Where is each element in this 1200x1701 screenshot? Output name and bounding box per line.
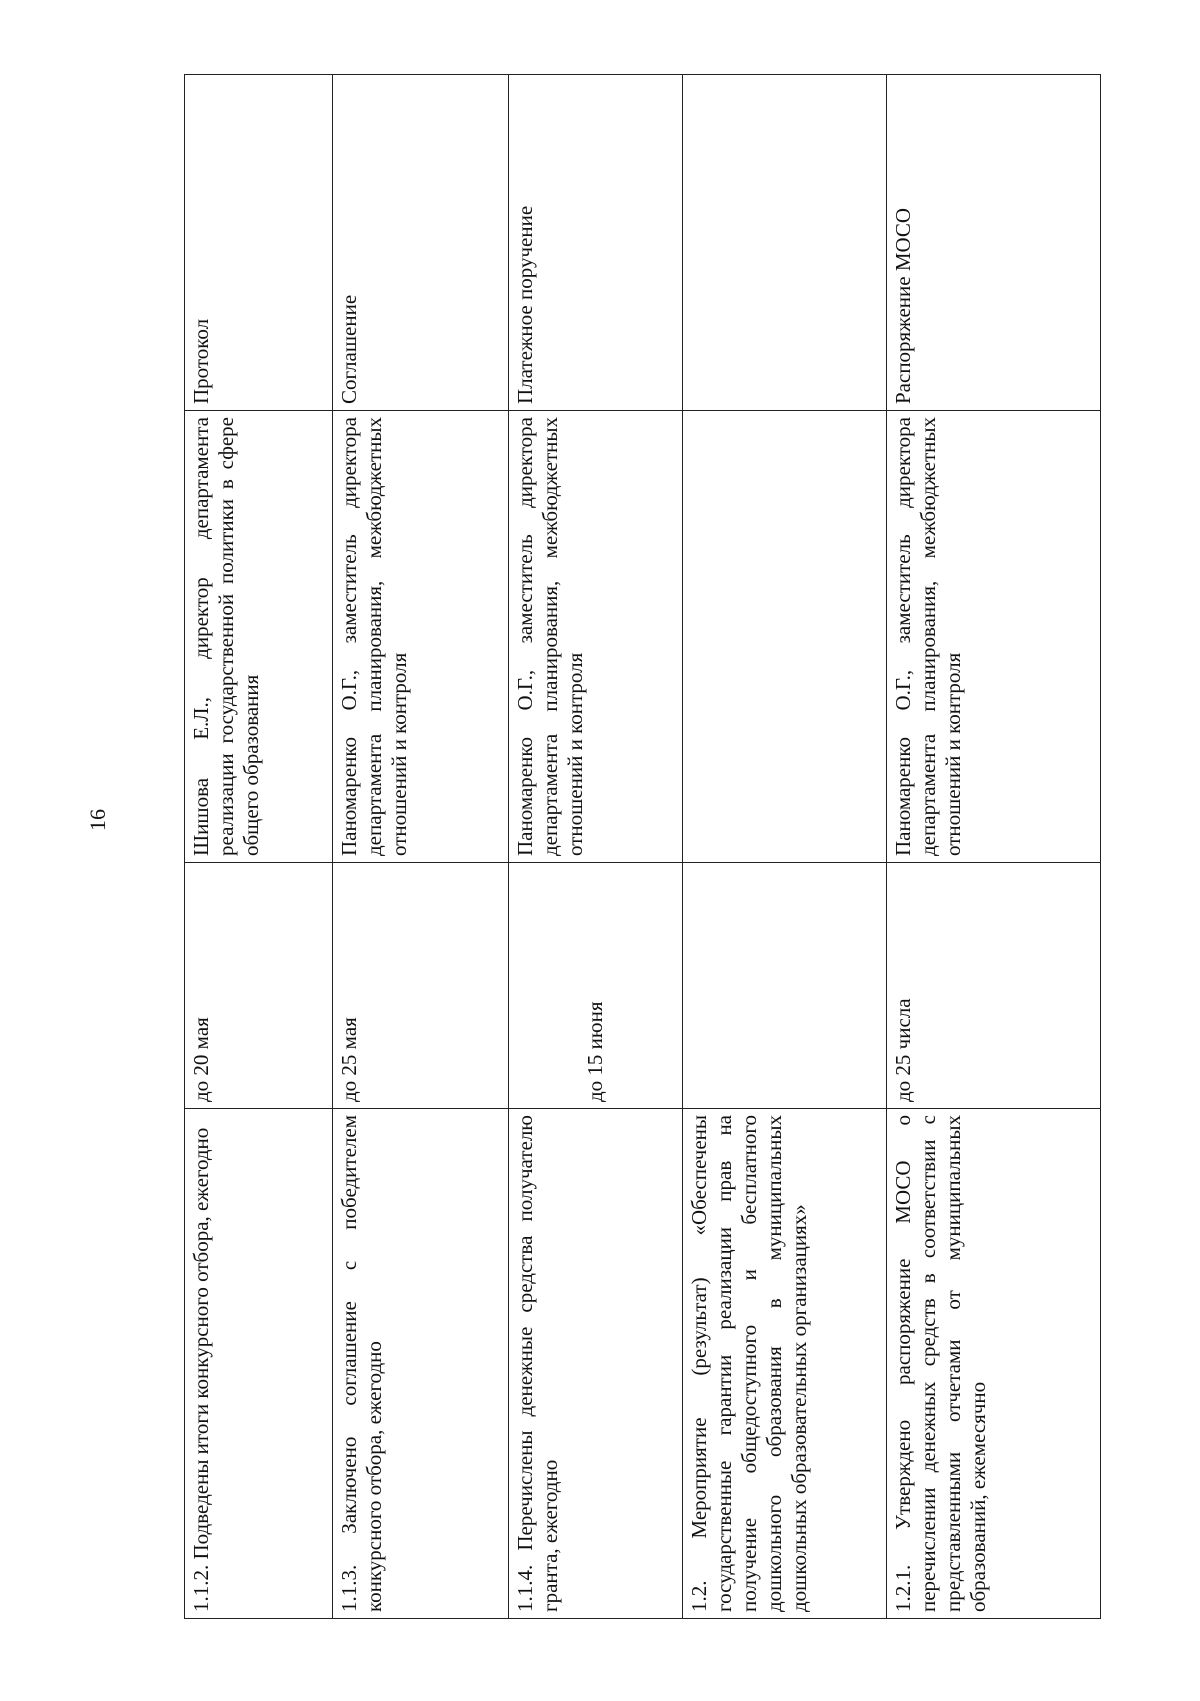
rotated-table-wrapper [184, 75, 1100, 1619]
table-row [509, 75, 683, 1619]
plan-table [184, 74, 1101, 1619]
deadline-cell: до 20 мая [185, 863, 333, 1109]
action-cell: 1.1.2. Подведены итоги конкурсного отбора, ежегодно [185, 1109, 333, 1619]
responsible-cell [683, 411, 887, 863]
table-row [185, 75, 333, 1619]
deadline-cell [683, 863, 887, 1109]
document-cell: Платежное поручение [509, 75, 683, 411]
action-cell: 1.1.3. Заключено соглашение с победителем конкурсного отбора, ежегодно [333, 1109, 509, 1619]
responsible-cell: Паномаренко О.Г., заместитель директора департамента планирования, межбюджетных отношений и контроля [509, 411, 683, 863]
action-cell: 1.2.1. Утверждено распоряжение МОСО о перечислении денежных средств в соответствии с представленными отчетами от муниципальных образований, ежемесячно [887, 1109, 1101, 1619]
table-row [887, 75, 1101, 1619]
deadline-cell: до 25 мая [333, 863, 509, 1109]
responsible-cell: Паномаренко О.Г., заместитель директора департамента планирования, межбюджетных отношений и контроля [333, 411, 509, 863]
table-row [333, 75, 509, 1619]
deadline-cell: до 25 числа [887, 863, 1101, 1109]
page-number: 16 [85, 809, 110, 831]
deadline-cell: до 15 июня [509, 863, 683, 1109]
action-cell: 1.2. Мероприятие (результат) «Обеспечены государственные гарантии реализации прав на получение общедоступного и бесплатного дошкольного образования в муниципальных дошкольных образовательных организациях» [683, 1109, 887, 1619]
document-cell [683, 75, 887, 411]
table-row [683, 75, 887, 1619]
responsible-cell: Шишова Е.Л., директор департамента реализации государственной политики в сфере общего образования [185, 411, 333, 863]
action-cell: 1.1.4. Перечислены денежные средства получателю гранта, ежегодно [509, 1109, 683, 1619]
document-cell: Соглашение [333, 75, 509, 411]
responsible-cell: Паномаренко О.Г., заместитель директора департамента планирования, межбюджетных отношений и контроля [887, 411, 1101, 863]
document-cell: Распоряжение МОСО [887, 75, 1101, 411]
document-cell: Протокол [185, 75, 333, 411]
